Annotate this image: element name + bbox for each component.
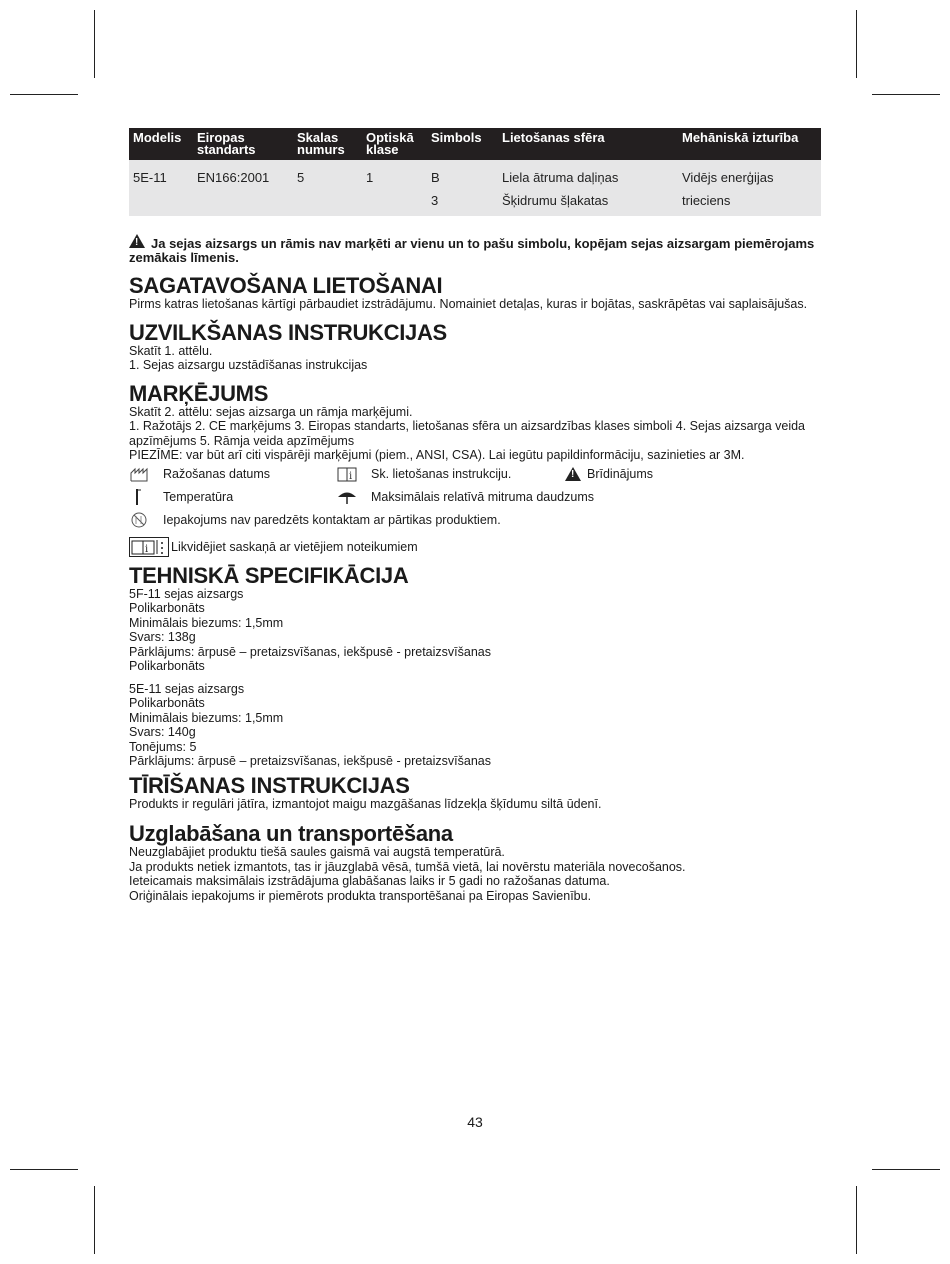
crop-mark bbox=[872, 1169, 940, 1170]
crop-mark bbox=[94, 1186, 95, 1254]
symbol-date-label: Ražošanas datums bbox=[163, 467, 271, 481]
symbol-row-2 bbox=[129, 486, 821, 509]
col-header-symbol: Simbols bbox=[427, 128, 498, 160]
cell-symbol bbox=[427, 160, 498, 216]
tech-b-line: Tonējums: 5 bbox=[129, 739, 197, 754]
symbol-food-label: Iepakojums nav paredzēts kontaktam ar pārtikas produktiem. bbox=[163, 513, 501, 527]
marking-text-2: 1. Ražotājs 2. CE marķējums 3. Eiropas standarts, lietošanas sfēra un aizsardzības klases simboli 4. Sejas aizsarga veida apzīmējums 5. Rāmja veida apzīmējums bbox=[129, 419, 806, 448]
heading-cleaning: TĪRĪŠANAS INSTRUKCIJAS bbox=[129, 772, 410, 798]
heading-fitting: UZVILKŠANAS INSTRUKCIJAS bbox=[129, 319, 447, 345]
table-row bbox=[129, 160, 821, 216]
symbol-1: B bbox=[431, 170, 440, 185]
symbol-row-3 bbox=[129, 509, 821, 532]
crop-mark bbox=[94, 10, 95, 78]
cell-model: 5E-11 bbox=[129, 160, 193, 216]
svg-text:i: i bbox=[349, 471, 353, 482]
marking-text-3: PIEZĪME: var būt arī citi vispārēji marķējumi (piem., ANSI, CSA). Lai iegūtu papildinformāciju, sazinieties ar 3M. bbox=[129, 448, 745, 462]
umbrella-icon bbox=[337, 488, 357, 506]
cleaning-text: Produkts ir regulāri jātīra, izmantojot maigu mazgāšanas līdzekļa šķīdumu siltā ūdenī. bbox=[129, 796, 602, 811]
symbol-food bbox=[129, 511, 501, 529]
heading-tech-spec: TEHNISKĀ SPECIFIKĀCIJA bbox=[129, 562, 409, 588]
warning-note-text: Ja sejas aizsargs un rāmis nav marķēti ar vienu un to pašu simbolu, kopējam sejas aizsargam piemērojams zemākais līmenis. bbox=[129, 236, 815, 265]
marking-text-1: Skatīt 2. attēlu: sejas aizsarga un rāmja marķējumi. bbox=[129, 404, 413, 419]
crop-mark bbox=[856, 10, 857, 78]
symbol-row-4 bbox=[129, 536, 821, 559]
symbol-2: 3 bbox=[431, 193, 439, 208]
heading-preparation: SAGATAVOŠANA LIETOŠANAI bbox=[129, 273, 443, 298]
page-content bbox=[129, 128, 821, 903]
tech-a-line: Svars: 138g bbox=[129, 630, 196, 644]
tech-a-line: Polikarbonāts bbox=[129, 601, 205, 615]
symbol-dispose-label: Likvidējiet saskaņā ar vietējiem noteikumiem bbox=[171, 540, 418, 554]
col-header-scale: Skalas numurs bbox=[293, 128, 362, 160]
crop-mark bbox=[10, 94, 78, 95]
col-header-optical: Optiskā klase bbox=[362, 128, 427, 160]
storage-line: Neuzglabājiet produktu tiešā saules gaismā vai augstā temperatūrā. bbox=[129, 845, 505, 859]
cell-scale: 5 bbox=[293, 160, 362, 216]
warning-note bbox=[129, 234, 821, 265]
symbol-humidity-label: Maksimālais relatīvā mitruma daudzums bbox=[371, 490, 594, 504]
tech-a-line: 5F-11 sejas aizsargs bbox=[129, 586, 244, 601]
tech-b-line: Svars: 140g bbox=[129, 725, 196, 739]
symbol-row-1 bbox=[129, 463, 821, 486]
fitting-text-1: Skatīt 1. attēlu. bbox=[129, 343, 213, 358]
spec-table bbox=[129, 128, 821, 216]
table-header-row bbox=[129, 128, 821, 160]
symbol-temperature-label: Temperatūra bbox=[163, 490, 234, 504]
symbol-temperature bbox=[129, 488, 337, 506]
storage-line: Oriģinālais iepakojums ir piemērots produkta transportēšanai pa Eiropas Savienību. bbox=[129, 888, 592, 903]
tech-a-line: Polikarbonāts bbox=[129, 659, 205, 673]
dispose-info-icon bbox=[129, 537, 169, 557]
col-header-use: Lietošanas sfēra bbox=[498, 128, 678, 160]
use-2: Šķidrumu šļakatas bbox=[502, 193, 609, 208]
cell-use bbox=[498, 160, 678, 216]
heading-marking: MARĶĒJUMS bbox=[129, 380, 269, 406]
preparation-text: Pirms katras lietošanas kārtīgi pārbaudiet izstrādājumu. Nomainiet detaļas, kuras ir bojātas, saskrāpētas vai saplaisājušas. bbox=[129, 297, 808, 311]
warning-triangle-icon bbox=[565, 467, 581, 481]
fitting-text-2: 1. Sejas aizsargu uzstādīšanas instrukcijas bbox=[129, 358, 368, 372]
tech-b-line: Minimālais biezums: 1,5mm bbox=[129, 710, 284, 725]
cell-mech: Vidējs enerģijas trieciens bbox=[678, 160, 821, 216]
thermometer-icon bbox=[129, 488, 149, 506]
symbol-instructions bbox=[337, 465, 565, 483]
storage-line: Ieteicamais maksimālais izstrādājuma glabāšanas laiks ir 5 gadi no ražošanas datuma. bbox=[129, 874, 610, 888]
factory-date-icon bbox=[129, 465, 149, 483]
tech-b-line: Pārklājums: ārpusē – pretaizsvīšanas, iekšpusē - pretaizsvīšanas bbox=[129, 754, 491, 768]
svg-text:i: i bbox=[145, 544, 149, 555]
crop-mark bbox=[872, 94, 940, 95]
tech-a-line: Pārklājums: ārpusē – pretaizsvīšanas, iekšpusē - pretaizsvīšanas bbox=[129, 644, 491, 659]
col-header-model: Modelis bbox=[129, 128, 193, 160]
symbol-warning-label: Brīdinājums bbox=[587, 467, 653, 481]
cell-standard: EN166:2001 bbox=[193, 160, 293, 216]
symbol-warning bbox=[565, 467, 653, 481]
heading-storage: Uzglabāšana un transportēšana bbox=[129, 821, 453, 846]
crop-mark bbox=[10, 1169, 78, 1170]
storage-line: Ja produkts netiek izmantots, tas ir jāuzglabā vēsā, tumšā vietā, lai novērstu materiāla novecošanos. bbox=[129, 859, 686, 874]
warning-icon bbox=[129, 234, 145, 248]
crop-mark bbox=[856, 1186, 857, 1254]
col-header-standard: Eiropas standarts bbox=[193, 128, 293, 160]
tech-a-line: Minimālais biezums: 1,5mm bbox=[129, 615, 284, 630]
book-info-icon bbox=[337, 465, 357, 483]
symbol-humidity bbox=[337, 488, 594, 506]
tech-b-line: 5E-11 sejas aizsargs bbox=[129, 681, 245, 696]
use-1: Liela ātruma daļiņas bbox=[502, 170, 619, 185]
symbol-date bbox=[129, 465, 337, 483]
symbol-dispose bbox=[129, 537, 418, 557]
page-number: 43 bbox=[467, 1114, 483, 1130]
symbol-instructions-label: Sk. lietošanas instrukciju. bbox=[371, 467, 512, 481]
cell-optical: 1 bbox=[362, 160, 427, 216]
no-food-contact-icon bbox=[129, 511, 149, 529]
tech-b-line: Polikarbonāts bbox=[129, 696, 205, 710]
col-header-mech: Mehāniskā izturība bbox=[678, 128, 821, 160]
